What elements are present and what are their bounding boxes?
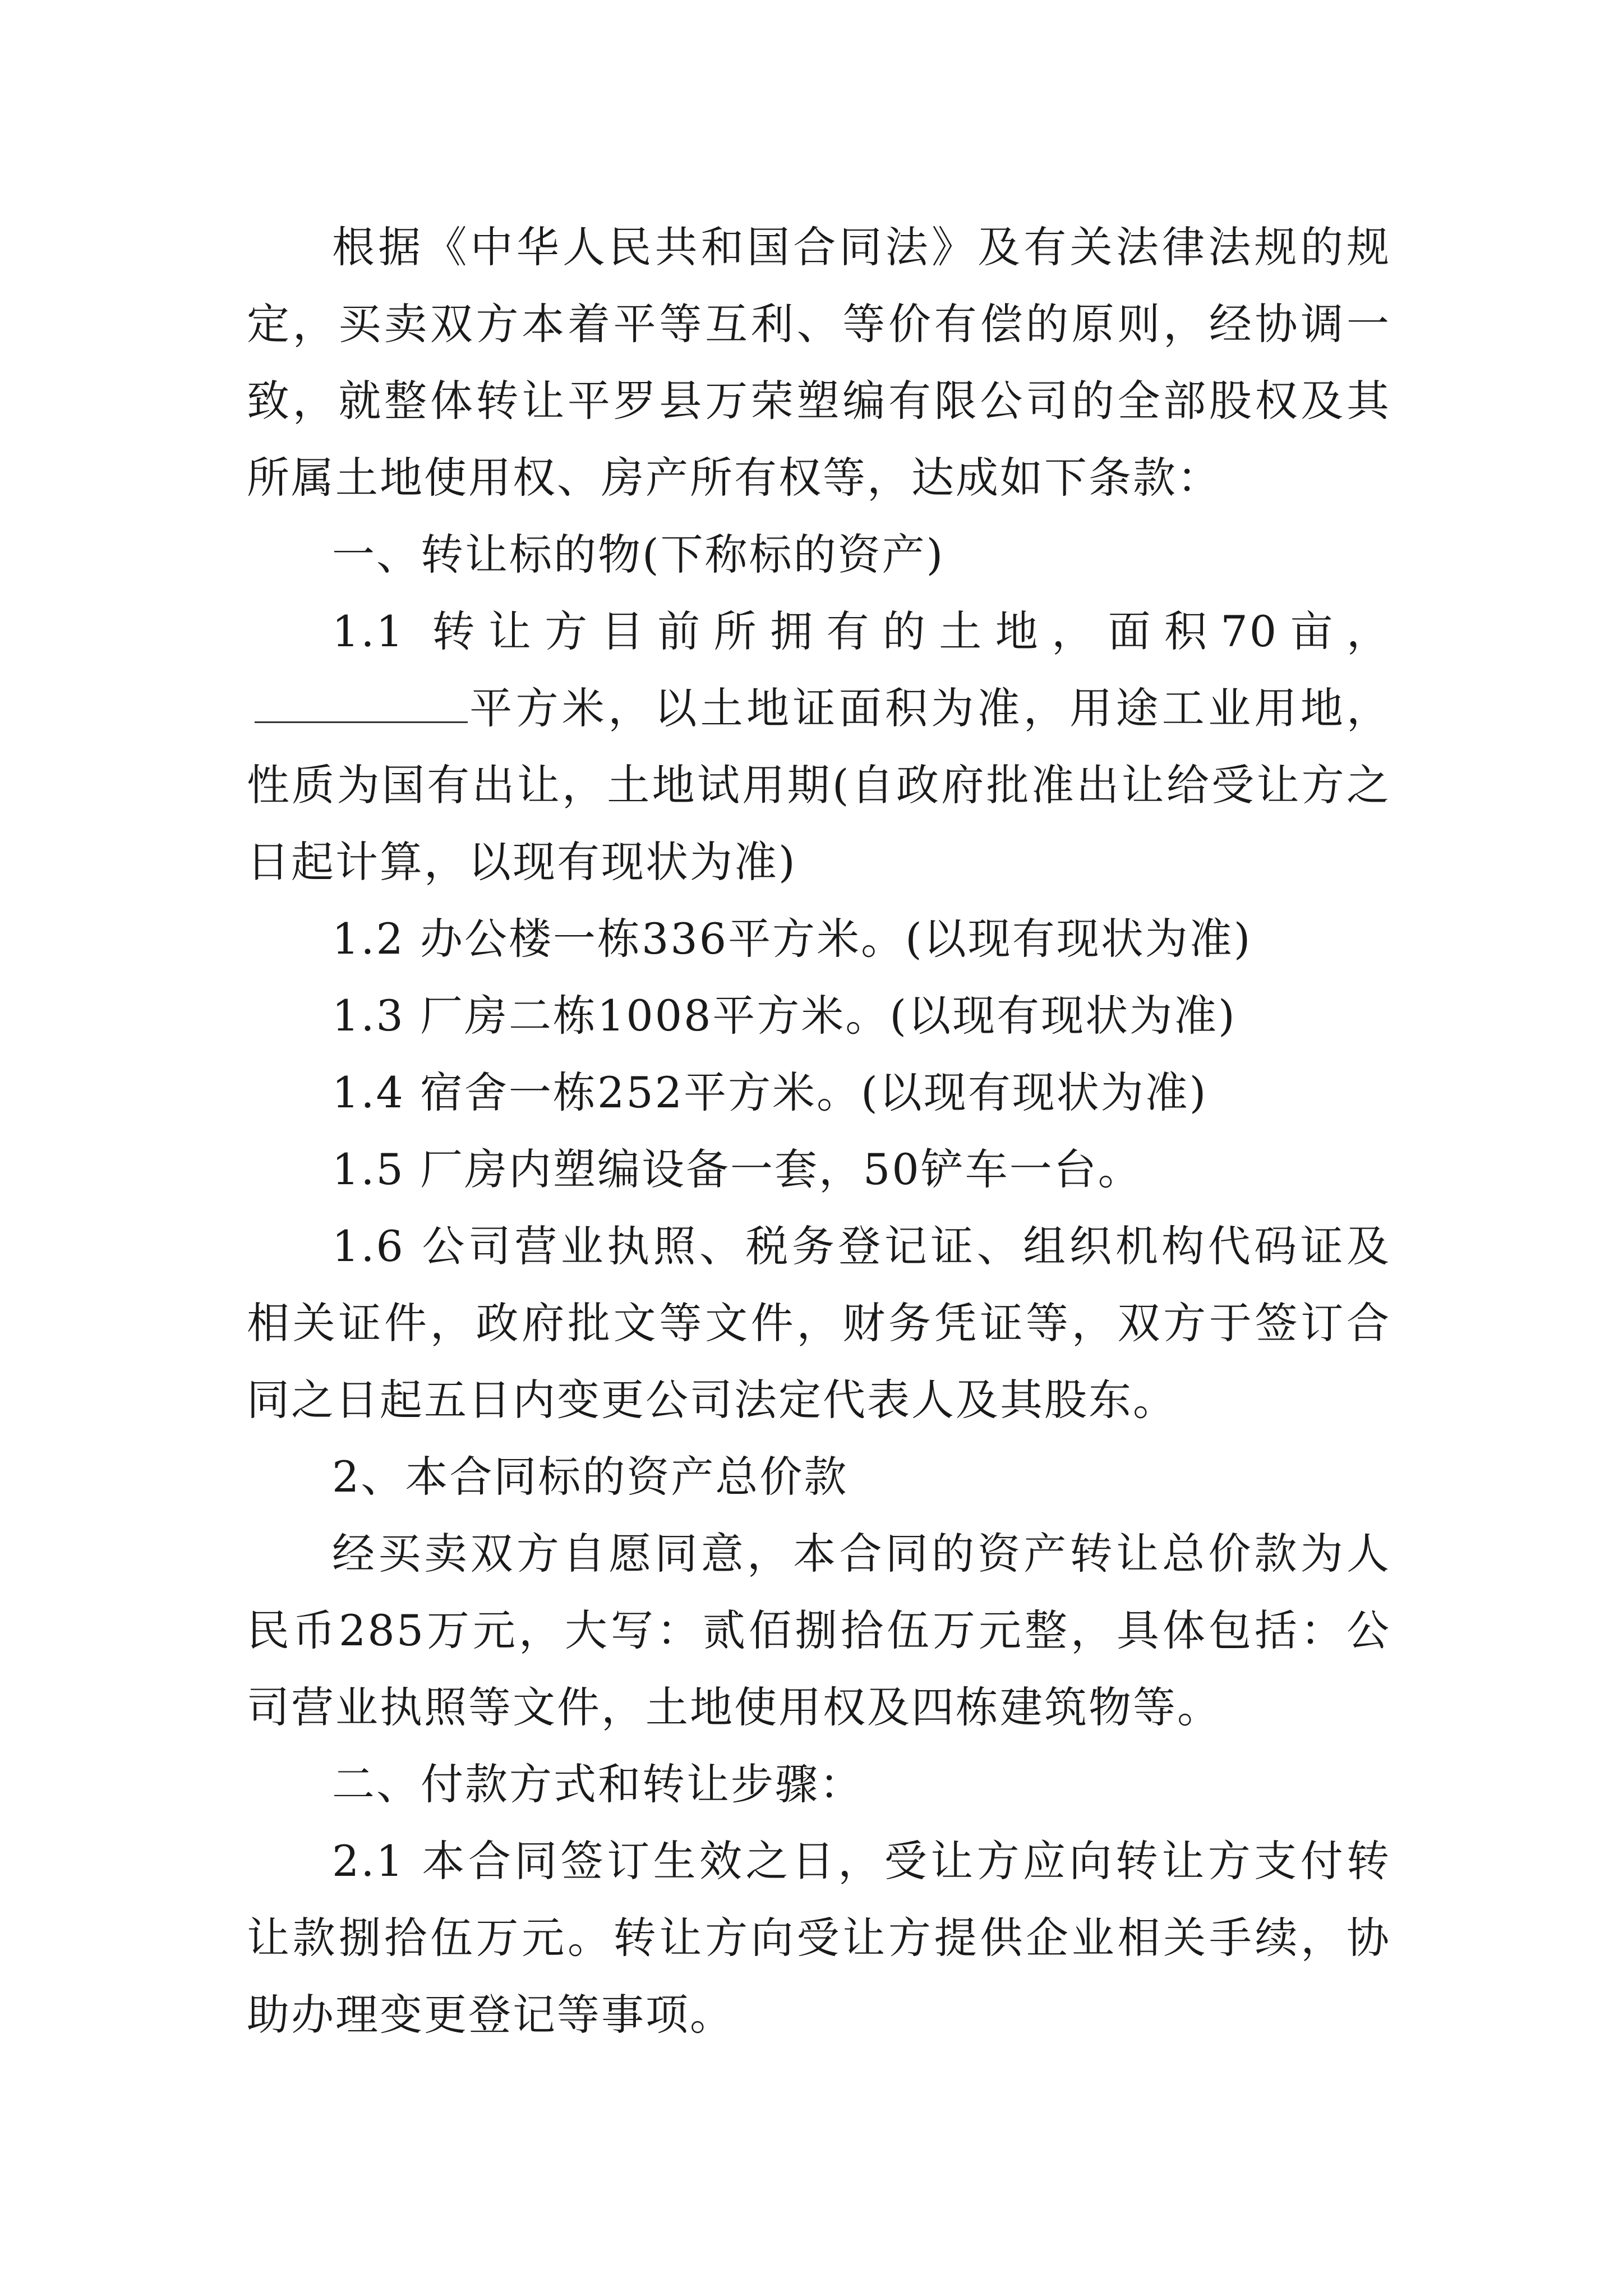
- clause-1-1-rest: 平方米，以土地证面积为准，用途工业用地，性质为国有出让，土地试用期(自政府批准出让给受让方之日起计算，以现有现状为准): [247, 683, 1391, 887]
- clause-1-3: 1.3 厂房二栋1008平方米。(以现有现状为准): [332, 991, 1237, 1041]
- paragraph-preamble: 根据《中华人民共和国合同法》及有关法律法规的规定，买卖双方本着平等互利、等价有偿的原则，经协调一致，就整体转让平罗县万荣塑编有限公司的全部股权及其所属土地使用权、房产所有权等，达成如下条款：: [247, 222, 1391, 503]
- section-heading-subject: 一、转让标的物(下称标的资产): [332, 530, 945, 579]
- clause-1-6: 1.6 公司营业执照、税务登记证、组织机构代码证及相关证件，政府批文等文件，财务凭证等，双方于签订合同之日起五日内变更公司法定代表人及其股东。: [247, 1221, 1391, 1425]
- clause-2-1: 2.1 本合同签订生效之日，受让方应向转让方支付转让款捌拾伍万元。转让方向受让方提供企业相关手续，协助办理变更登记等事项。: [247, 1836, 1391, 2040]
- clause-1-1-lead: 1.1 转让方目前所拥有的土地，面积70亩，: [332, 606, 1391, 656]
- section-heading-payment: 二、付款方式和转让步骤：: [332, 1759, 864, 1809]
- clause-1-4: 1.4 宿舍一栋252平方米。(以现有现状为准): [332, 1068, 1208, 1117]
- section-heading-total-price: 2、本合同标的资产总价款: [332, 1452, 849, 1502]
- fill-in-blank: [255, 682, 468, 723]
- clause-1-1: [247, 593, 1391, 900]
- clause-1-2: 1.2 办公楼一栋336平方米。(以现有现状为准): [332, 914, 1252, 964]
- clause-1-5: 1.5 厂房内塑编设备一套，50铲车一台。: [332, 1144, 1142, 1194]
- document-body: [247, 209, 1391, 2053]
- paragraph-total-price: 经买卖双方自愿同意，本合同的资产转让总价款为人民币285万元，大写：贰佰捌拾伍万元整，具体包括：公司营业执照等文件，土地使用权及四栋建筑物等。: [247, 1529, 1391, 1732]
